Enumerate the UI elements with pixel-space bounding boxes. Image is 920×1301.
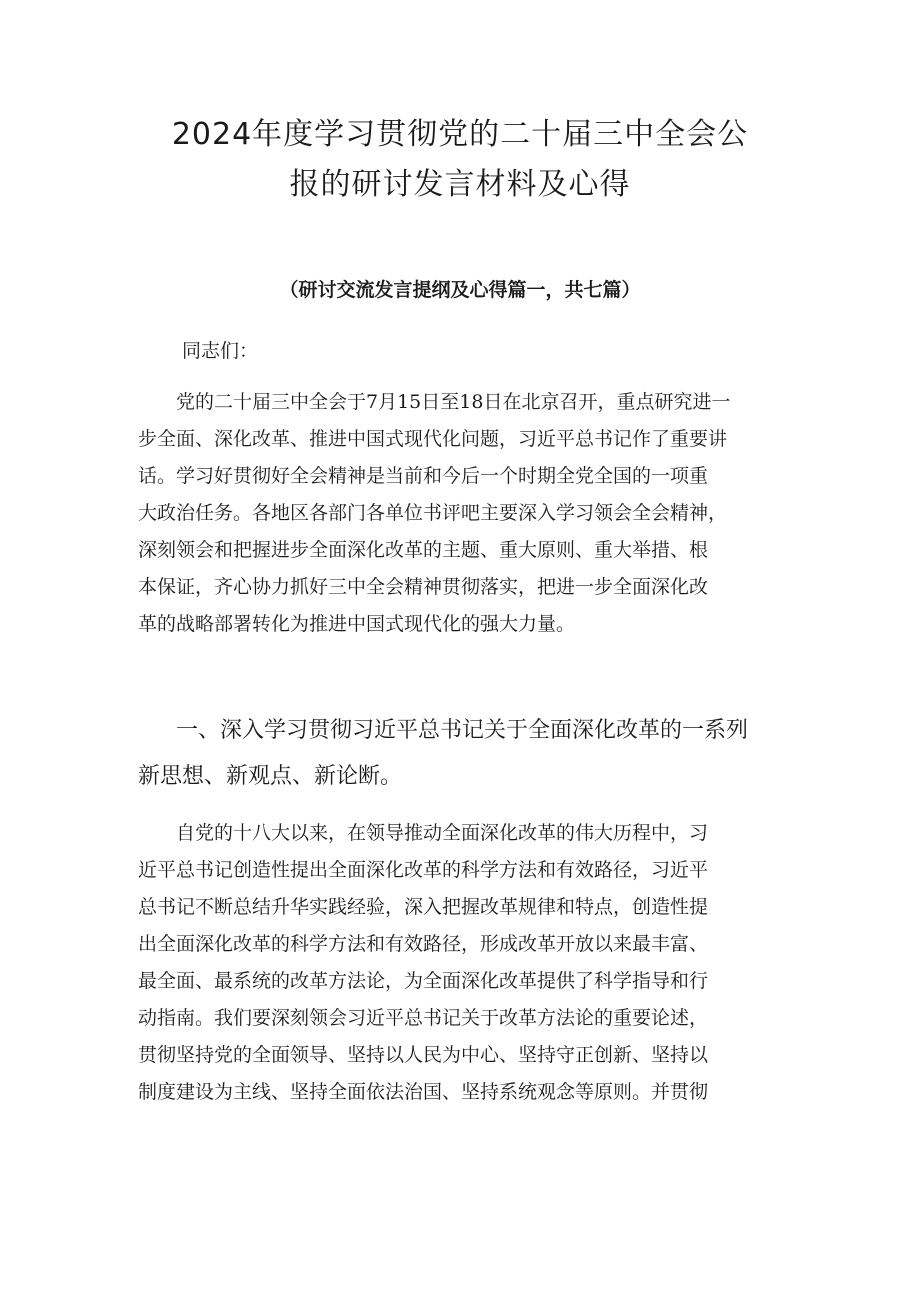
paragraph-line: 最全面、最系统的改革方法论，为全面深化改革提供了科学指导和行	[138, 970, 709, 992]
heading-line-2: 新思想、新观点、新论断。	[138, 764, 403, 789]
paragraph-line: 贯彻坚持党的全面领导、坚持以人民为中心、坚持守正创新、坚持以	[138, 1044, 709, 1066]
paragraph-line: 近平总书记创造性提出全面深化改革的科学方法和有效路径，习近平	[138, 859, 709, 881]
heading-line-1: 一、深入学习贯彻习近平总书记关于全面深化改革的一系列	[176, 718, 749, 743]
paragraph-line: 大政治任务。各地区各部门各单位书评吧主要深入学习领会全会精神，	[138, 502, 728, 524]
paragraph-line: 步全面、深化改革、推进中国式现代化问题，习近平总书记作了重要讲	[138, 428, 728, 450]
paragraph-line: 动指南。我们要深刻领会习近平总书记关于改革方法论的重要论述，	[138, 1007, 709, 1029]
paragraph-line: 本保证，齐心协力抓好三中全会精神贯彻落实，把进一步全面深化改	[138, 576, 709, 598]
document-subtitle: （研讨交流发言提纲及心得篇一，共七篇）	[279, 279, 641, 301]
paragraph-intro	[138, 384, 790, 643]
title-line-1: 2024年度学习贯彻党的二十届三中全会公	[171, 117, 749, 152]
paragraph-line: 深刻领会和把握进步全面深化改革的主题、重大原则、重大举措、根	[138, 539, 709, 561]
title-line-2: 报的研讨发言材料及心得	[289, 167, 631, 202]
paragraph-line: 总书记不断总结升华实践经验，深入把握改革规律和特点，创造性提	[138, 896, 709, 918]
greeting: 同志们：	[182, 340, 259, 362]
section-heading-1	[138, 708, 798, 800]
paragraph-section-1	[138, 815, 790, 1111]
paragraph-line: 话。学习好贯彻好全会精神是当前和今后一个时期全党全国的一项重	[138, 465, 709, 487]
document-title	[130, 110, 790, 210]
paragraph-line: 党的二十届三中全会于7月15日至18日在北京召开，重点研究进一	[176, 391, 731, 413]
paragraph-line: 自党的十八大以来，在领导推动全面深化改革的伟大历程中，习	[176, 822, 709, 844]
paragraph-line: 制度建设为主线、坚持全面依法治国、坚持系统观念等原则。并贯彻	[138, 1081, 709, 1103]
paragraph-line: 革的战略部署转化为推进中国式现代化的强大力量。	[138, 613, 576, 635]
paragraph-line: 出全面深化改革的科学方法和有效路径，形成改革开放以来最丰富、	[138, 933, 709, 955]
